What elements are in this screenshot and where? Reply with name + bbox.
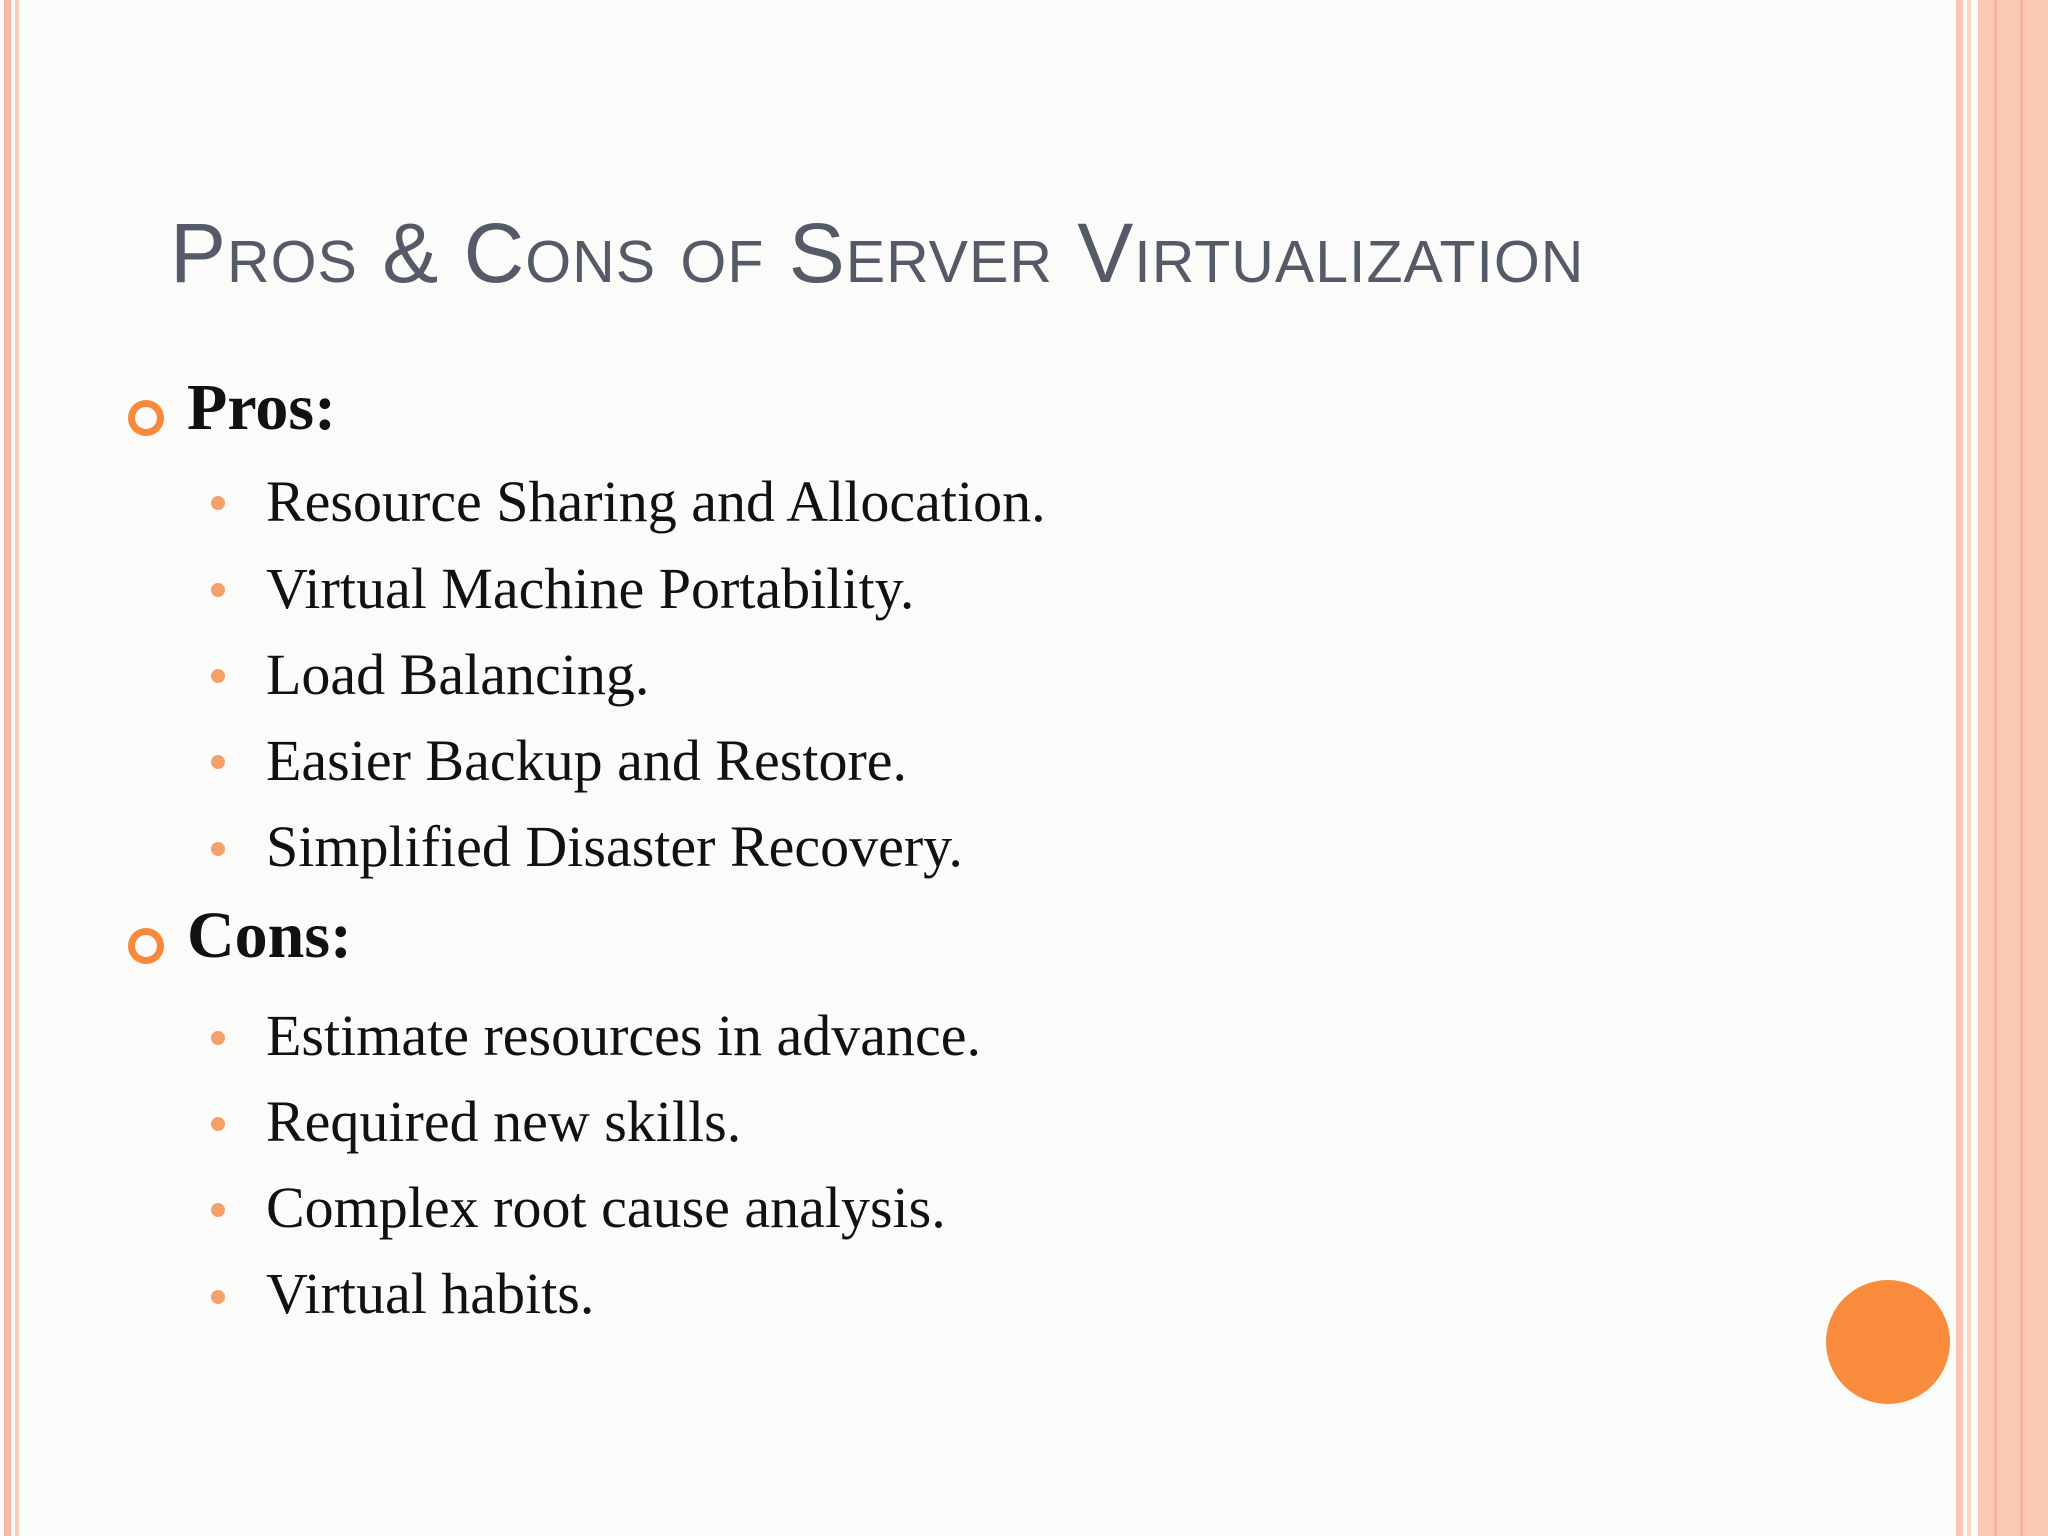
left-border-stripe bbox=[4, 0, 11, 1536]
dot-bullet-icon bbox=[211, 755, 225, 769]
list-item: Estimate resources in advance. bbox=[266, 1003, 982, 1068]
dot-bullet-icon bbox=[211, 1290, 225, 1304]
section-heading-cons: Cons: bbox=[187, 899, 353, 972]
ring-bullet-icon bbox=[128, 400, 164, 436]
list-item: Complex root cause analysis. bbox=[266, 1175, 946, 1240]
list-item: Resource Sharing and Allocation. bbox=[266, 469, 1046, 534]
slide-title: Pros & Cons of Server Virtualization bbox=[170, 206, 1585, 300]
orange-circle-decoration bbox=[1826, 1280, 1950, 1404]
right-border-line bbox=[1994, 0, 1997, 1536]
dot-bullet-icon bbox=[211, 496, 225, 510]
dot-bullet-icon bbox=[211, 1117, 225, 1131]
dot-bullet-icon bbox=[211, 1203, 225, 1217]
right-border-stripe bbox=[1956, 0, 1963, 1536]
list-item: Easier Backup and Restore. bbox=[266, 728, 908, 793]
dot-bullet-icon bbox=[211, 669, 225, 683]
right-border-band bbox=[1978, 0, 2048, 1536]
section-heading-pros: Pros: bbox=[187, 371, 337, 444]
dot-bullet-icon bbox=[211, 842, 225, 856]
list-item: Required new skills. bbox=[266, 1089, 742, 1154]
list-item: Simplified Disaster Recovery. bbox=[266, 814, 963, 879]
left-border-stripe-inner bbox=[15, 0, 19, 1536]
list-item: Load Balancing. bbox=[266, 642, 650, 707]
list-item: Virtual habits. bbox=[266, 1261, 595, 1326]
dot-bullet-icon bbox=[211, 1031, 225, 1045]
list-item: Virtual Machine Portability. bbox=[266, 556, 915, 621]
right-border-line-outer bbox=[2020, 0, 2023, 1536]
ring-bullet-icon bbox=[128, 928, 164, 964]
dot-bullet-icon bbox=[211, 583, 225, 597]
right-border-stripe-inner bbox=[1967, 0, 1971, 1536]
